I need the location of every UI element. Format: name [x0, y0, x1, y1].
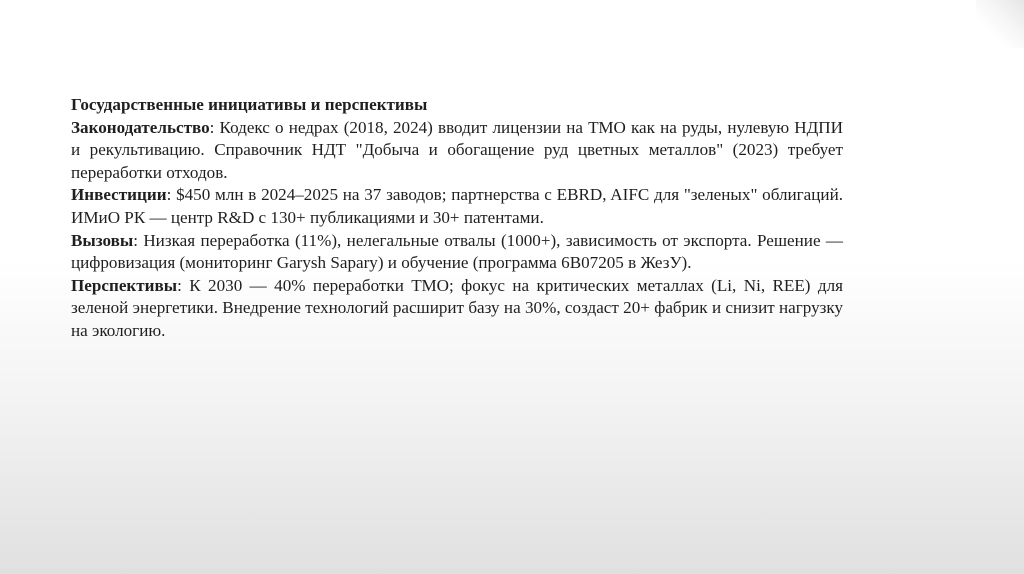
page-corner-fold — [976, 0, 1024, 48]
paragraph-investments — [71, 184, 843, 229]
paragraph-label-investments: Инвестиции — [71, 185, 167, 205]
paragraph-label-challenges: Вызовы — [71, 230, 134, 250]
paragraph-text-investments: : $450 млн в 2024–2025 на 37 заводов; партнерства с EBRD, AIFC для "зеленых" облигаций. ИМиО РК — центр R&D с 130+ публикациями и 30+ патентами. — [71, 185, 843, 227]
slide-title: Государственные инициативы и перспективы — [71, 95, 428, 114]
paragraph-text-legislation: : Кодекс о недрах (2018, 2024) вводит лицензии на ТМО как на руды, нулевую НДПИ и рекультивацию. Справочник НДТ "Добыча и обогащение руд цветных металлов" (2023) требует переработки отходов. — [71, 117, 843, 182]
paragraph-prospects — [71, 275, 843, 343]
paragraph-label-legislation: Законодательство — [71, 117, 210, 137]
paragraph-legislation — [71, 117, 843, 185]
slide-text-block — [71, 94, 843, 343]
paragraph-challenges — [71, 230, 843, 275]
paragraph-label-prospects: Перспективы — [71, 275, 178, 295]
paragraph-text-prospects: : К 2030 — 40% переработки ТМО; фокус на критических металлах (Li, Ni, REE) для зеленой энергетики. Внедрение технологий расширит базу на 30%, создаст 20+ фабрик и снизит нагрузку на экологию. — [71, 275, 843, 340]
paragraph-text-challenges: : Низкая переработка (11%), нелегальные отвалы (1000+), зависимость от экспорта. Решение — цифровизация (мониторинг Garysh Sapary) и обучение (программа 6B07205 в ЖезУ). — [71, 230, 843, 273]
